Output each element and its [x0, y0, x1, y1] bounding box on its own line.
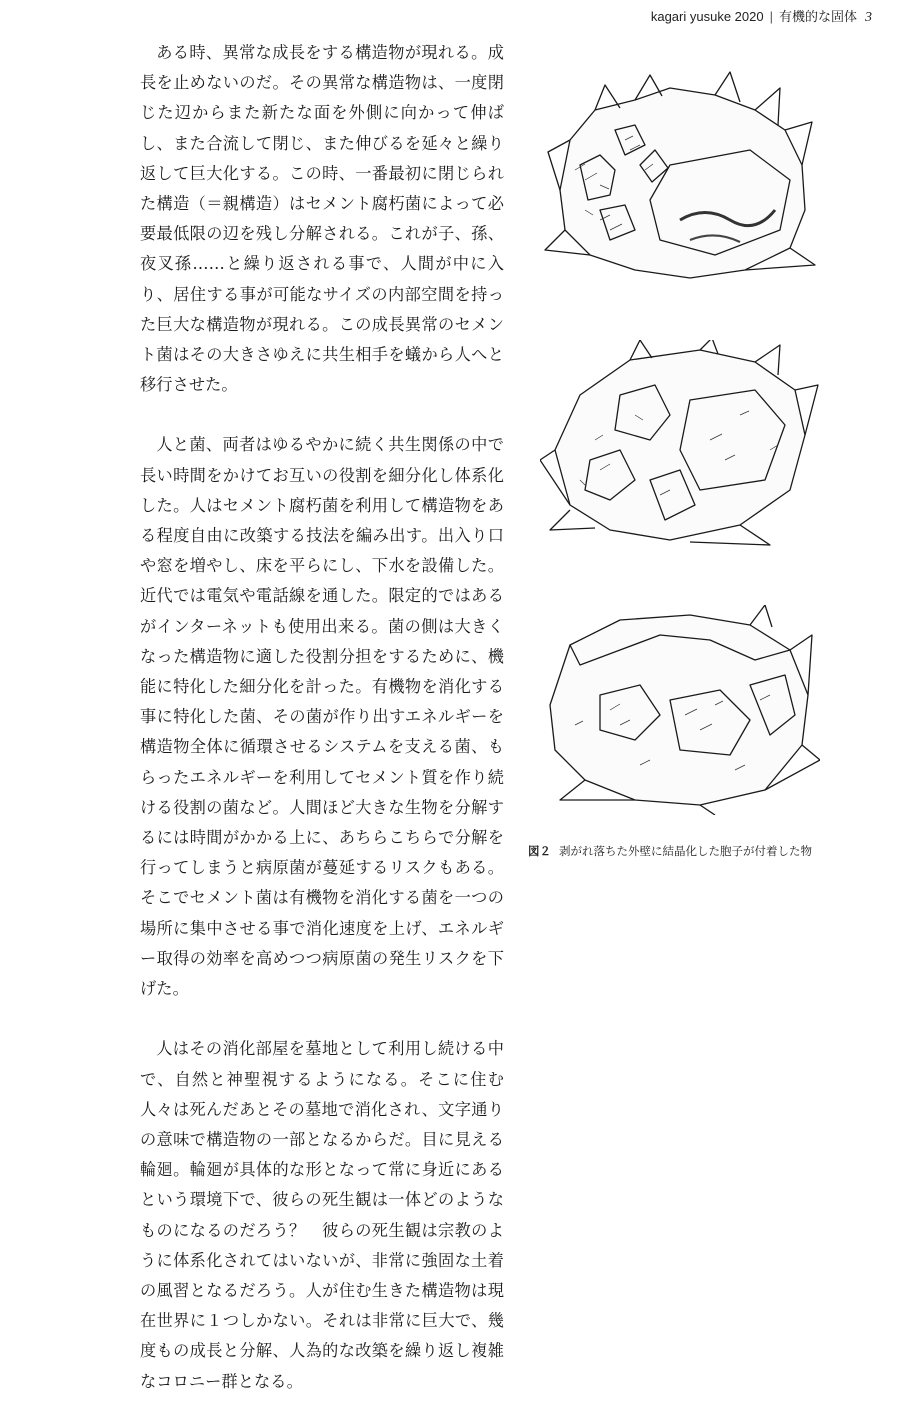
crystal-illustration-2	[540, 340, 820, 550]
crystal-illustration-3	[540, 605, 820, 815]
header-author-year: kagari yusuke 2020	[650, 9, 764, 24]
body-paragraph-2: 人と菌、両者はゆるやかに続く共生関係の中で長い時間をかけてお互いの役割を細分化し体系化した。人はセメント腐朽菌を利用して構造物をある程度自由に改築する技法を編み出す。出入り口や窓を増やし、床を平らにし、下水を設備した。近代では電気や電話線を通した。限定的ではあるがインターネットも使用出来る。菌の側は大きくなった構造物に適した役割分担をするために、機能に特化した細分化を計った。有機物を消化する事に特化した菌、その菌が作り出すエネルギーを構造物全体に循環させるシステムを支える菌、もらったエネルギーを利用してセメント質を作り続ける役割の菌など。人間ほど大きな生物を分解するには時間がかかる上に、あちらこちらで分解を行ってしまうと病原菌が蔓延するリスクもある。そこでセメント菌は有機物を消化する菌を一つの場所に集中させる事で消化速度を上げ、エネルギー取得の効率を高めつつ病原菌の発生リスクを下げた。	[140, 435, 504, 999]
figure-caption	[528, 843, 812, 859]
header-title: 有機的な固体	[778, 9, 857, 24]
crystal-illustration-1	[540, 70, 820, 290]
figure-label: 図２	[528, 846, 551, 858]
page-number: 3	[865, 10, 872, 25]
header-separator: |	[769, 9, 773, 24]
body-paragraph-3: 人はその消化部屋を墓地として利用し続ける中で、自然と神聖視するようになる。そこに住む人々は死んだあとその墓地で消化され、文字通りの意味で構造物の一部となるからだ。目に見える輪廻。輪廻が具体的な形となって常に身近にあるという環境下で、彼らの死生観は一体どのようなものになるのだろう？ 彼らの死生観は宗教のように体系化されてはいないが、非常に強固な土着の風習となるだろう。人が住む生きた構造物は現在世界に１つしかない。それは非常に巨大で、幾度もの成長と分解、人為的な改築を繰り返し複雑なコロニー群となる。	[140, 1039, 504, 1391]
figure-caption-text: 剥がれ落ちた外壁に結晶化した胞子が付着した物	[559, 846, 812, 858]
body-text-column	[140, 38, 504, 1427]
running-header	[651, 6, 872, 26]
body-paragraph-1: ある時、異常な成長をする構造物が現れる。成長を止めないのだ。その異常な構造物は、一度閉じた辺からまた新たな面を外側に向かって伸ばし、また合流して閉じ、また伸びるを延々と繰り返して巨大化する。この時、一番最初に閉じられた構造（＝親構造）はセメント腐朽菌によって必要最低限の辺を残し分解される。これが子、孫、夜叉孫……と繰り返される事で、人間が中に入り、居住する事が可能なサイズの内部空間を持った巨大な構造物が現れる。この成長異常のセメント菌はその大きさゆえに共生相手を蟻から人へと移行させた。	[140, 43, 504, 395]
